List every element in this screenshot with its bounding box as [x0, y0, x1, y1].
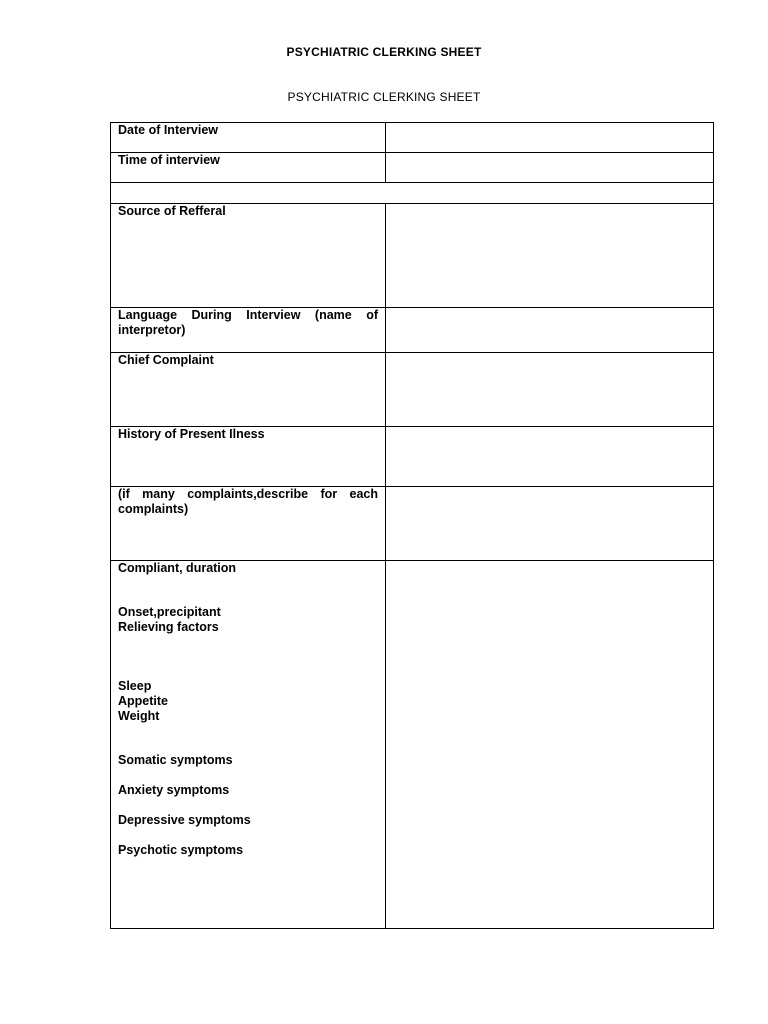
row-date-of-interview [111, 123, 714, 153]
label-cell [111, 153, 386, 183]
history-details-list [111, 561, 385, 858]
row-spacer [111, 183, 714, 204]
source-of-referral-label: Source of Refferal [118, 204, 226, 218]
label-cell [111, 487, 386, 561]
anxiety-symptoms-label: Anxiety symptoms [118, 783, 230, 797]
somatic-symptoms-label: Somatic symptoms [118, 753, 233, 767]
label-cell [111, 427, 386, 487]
many-complaints-field[interactable] [386, 487, 714, 561]
history-of-present-illness-field[interactable] [386, 427, 714, 487]
many-complaints-note: (if many complaints,describe for each complaints) [118, 487, 378, 516]
label-cell [111, 561, 386, 929]
appetite-label: Appetite [118, 694, 168, 708]
onset-precipitant-label: Onset,precipitant [118, 605, 221, 619]
label-cell [111, 353, 386, 427]
time-of-interview-field[interactable] [386, 153, 714, 183]
depressive-symptoms-label: Depressive symptoms [118, 813, 251, 827]
label-cell [111, 123, 386, 153]
psychotic-symptoms-label: Psychotic symptoms [118, 843, 244, 857]
date-of-interview-field[interactable] [386, 123, 714, 153]
row-language [111, 308, 714, 353]
history-details-field[interactable] [386, 561, 714, 929]
row-time-of-interview [111, 153, 714, 183]
document-title: PSYCHIATRIC CLERKING SHEET [286, 45, 482, 59]
source-of-referral-field[interactable] [386, 204, 714, 308]
chief-complaint-field[interactable] [386, 353, 714, 427]
row-source-of-referral [111, 204, 714, 308]
history-of-present-illness-label: History of Present Ilness [118, 427, 265, 441]
label-cell [111, 308, 386, 353]
language-during-interview-field[interactable] [386, 308, 714, 353]
row-history-present-illness [111, 427, 714, 487]
relieving-factors-label: Relieving factors [118, 620, 219, 634]
clerking-form-table [110, 122, 714, 929]
chief-complaint-label: Chief Complaint [118, 353, 214, 367]
row-history-details [111, 561, 714, 929]
row-chief-complaint [111, 353, 714, 427]
form-title: PSYCHIATRIC CLERKING SHEET [287, 90, 481, 104]
weight-label: Weight [118, 709, 160, 723]
sleep-label: Sleep [118, 679, 152, 693]
spacer-cell [111, 183, 714, 204]
time-of-interview-label: Time of interview [118, 153, 220, 167]
language-during-interview-label: Language During Interview (name of interpretor) [118, 308, 378, 337]
row-many-complaints [111, 487, 714, 561]
date-of-interview-label: Date of Interview [118, 123, 219, 137]
complaint-duration-label: Compliant, duration [118, 561, 237, 575]
label-cell [111, 204, 386, 308]
